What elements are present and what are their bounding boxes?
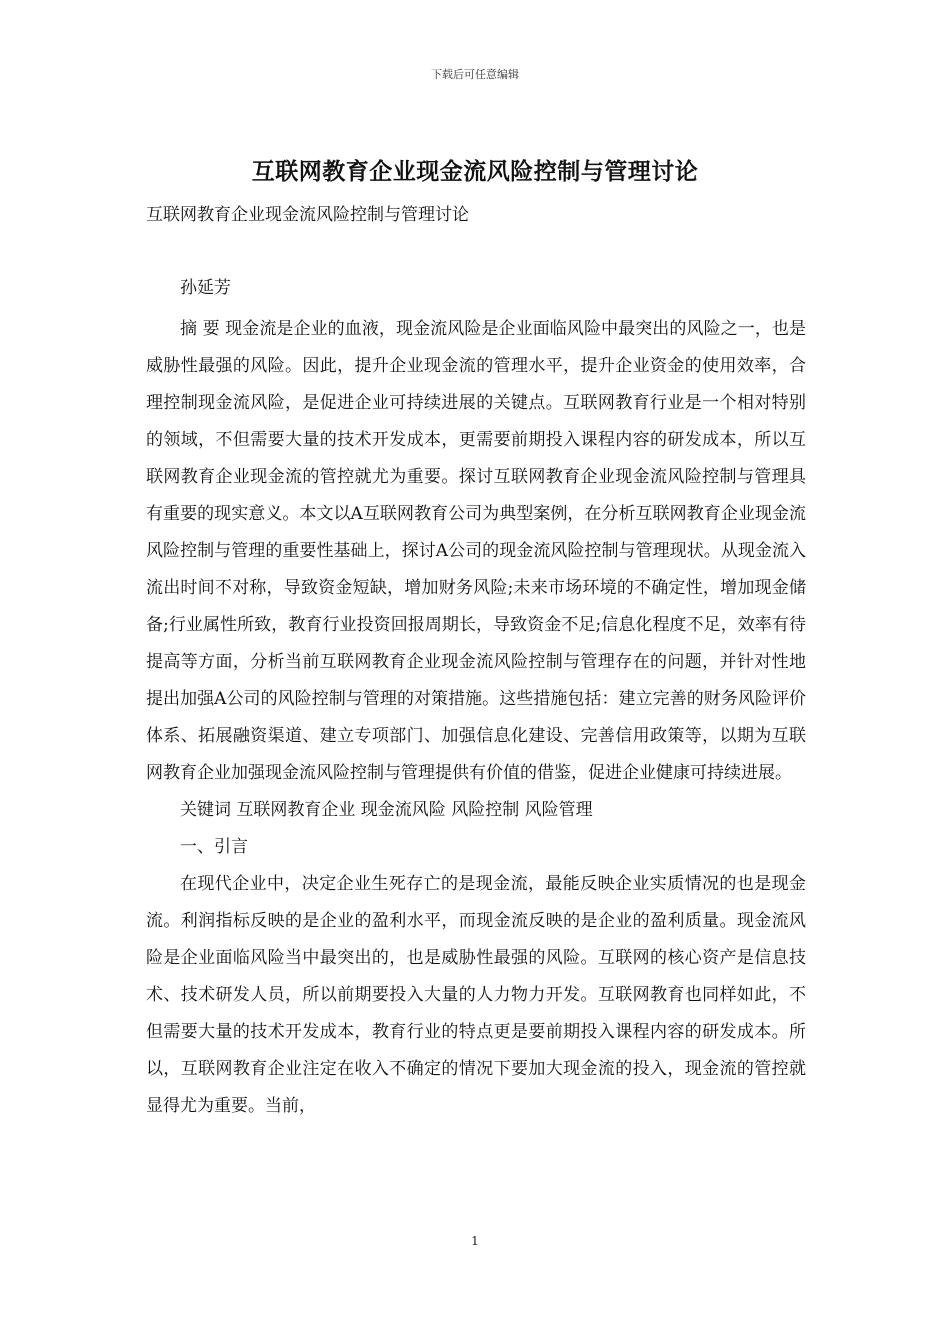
section-heading: 一、引言 xyxy=(180,837,248,857)
keywords-line: 关键词 互联网教育企业 现金流风险 风险控制 风险管理 xyxy=(180,800,593,820)
document-subtitle: 互联网教育企业现金流风险控制与管理讨论 xyxy=(146,205,469,225)
page-number: 1 xyxy=(471,1234,479,1248)
page-header-note: 下载后可任意编辑 xyxy=(431,68,519,81)
intro-paragraph: 在现代企业中，决定企业生死存亡的是现金流，最能反映企业实质情况的也是现金流。利润指标反映的是企业的盈利水平，而现金流反映的是企业的盈利质量。现金流风险是企业面临风险当中最突出的，也是威胁性最强的风险。互联网的核心资产是信息技术、技术研发人员，所以前期要投入大量的人力物力开发。互联网教育也同样如此，不但需要大量的技术开发成本，教育行业的特点更是要前期投入课程内容的研发成本。所以，互联网教育企业注定在收入不确定的情况下要加大现金流的投入，现金流的管控就显得尤为重要。当前， xyxy=(146,874,806,1116)
document-title: 互联网教育企业现金流风险控制与管理讨论 xyxy=(251,158,699,185)
abstract-paragraph: 摘 要 现金流是企业的血液，现金流风险是企业面临风险中最突出的风险之一，也是威胁性最强的风险。因此，提升企业现金流的管理水平，提升企业资金的使用效率，合理控制现金流风险，是促进企业可持续进展的关键点。互联网教育行业是一个相对特别的领域，不但需要大量的技术开发成本，更需要前期投入课程内容的研发成本，所以互联网教育企业现金流的管控就尤为重要。探讨互联网教育企业现金流风险控制与管理具有重要的现实意义。本文以A互联网教育公司为典型案例，在分析互联网教育企业现金流风险控制与管理的重要性基础上，探讨A公司的现金流风险控制与管理现状。从现金流入流出时间不对称，导致资金短缺，增加财务风险;未来市场环境的不确定性，增加现金储备;行业属性所致，教育行业投资回报周期长，导致资金不足;信息化程度不足，效率有待提高等方面，分析当前互联网教育企业现金流风险控制与管理存在的问题，并针对性地提出加强A公司的风险控制与管理的对策措施。这些措施包括：建立完善的财务风险评价体系、拓展融资渠道、建立专项部门、加强信息化建设、完善信用政策等，以期为互联网教育企业加强现金流风险控制与管理提供有价值的借鉴，促进企业健康可持续进展。 xyxy=(146,319,806,783)
document-body xyxy=(146,270,806,1125)
author-name: 孙延芳 xyxy=(180,278,231,298)
